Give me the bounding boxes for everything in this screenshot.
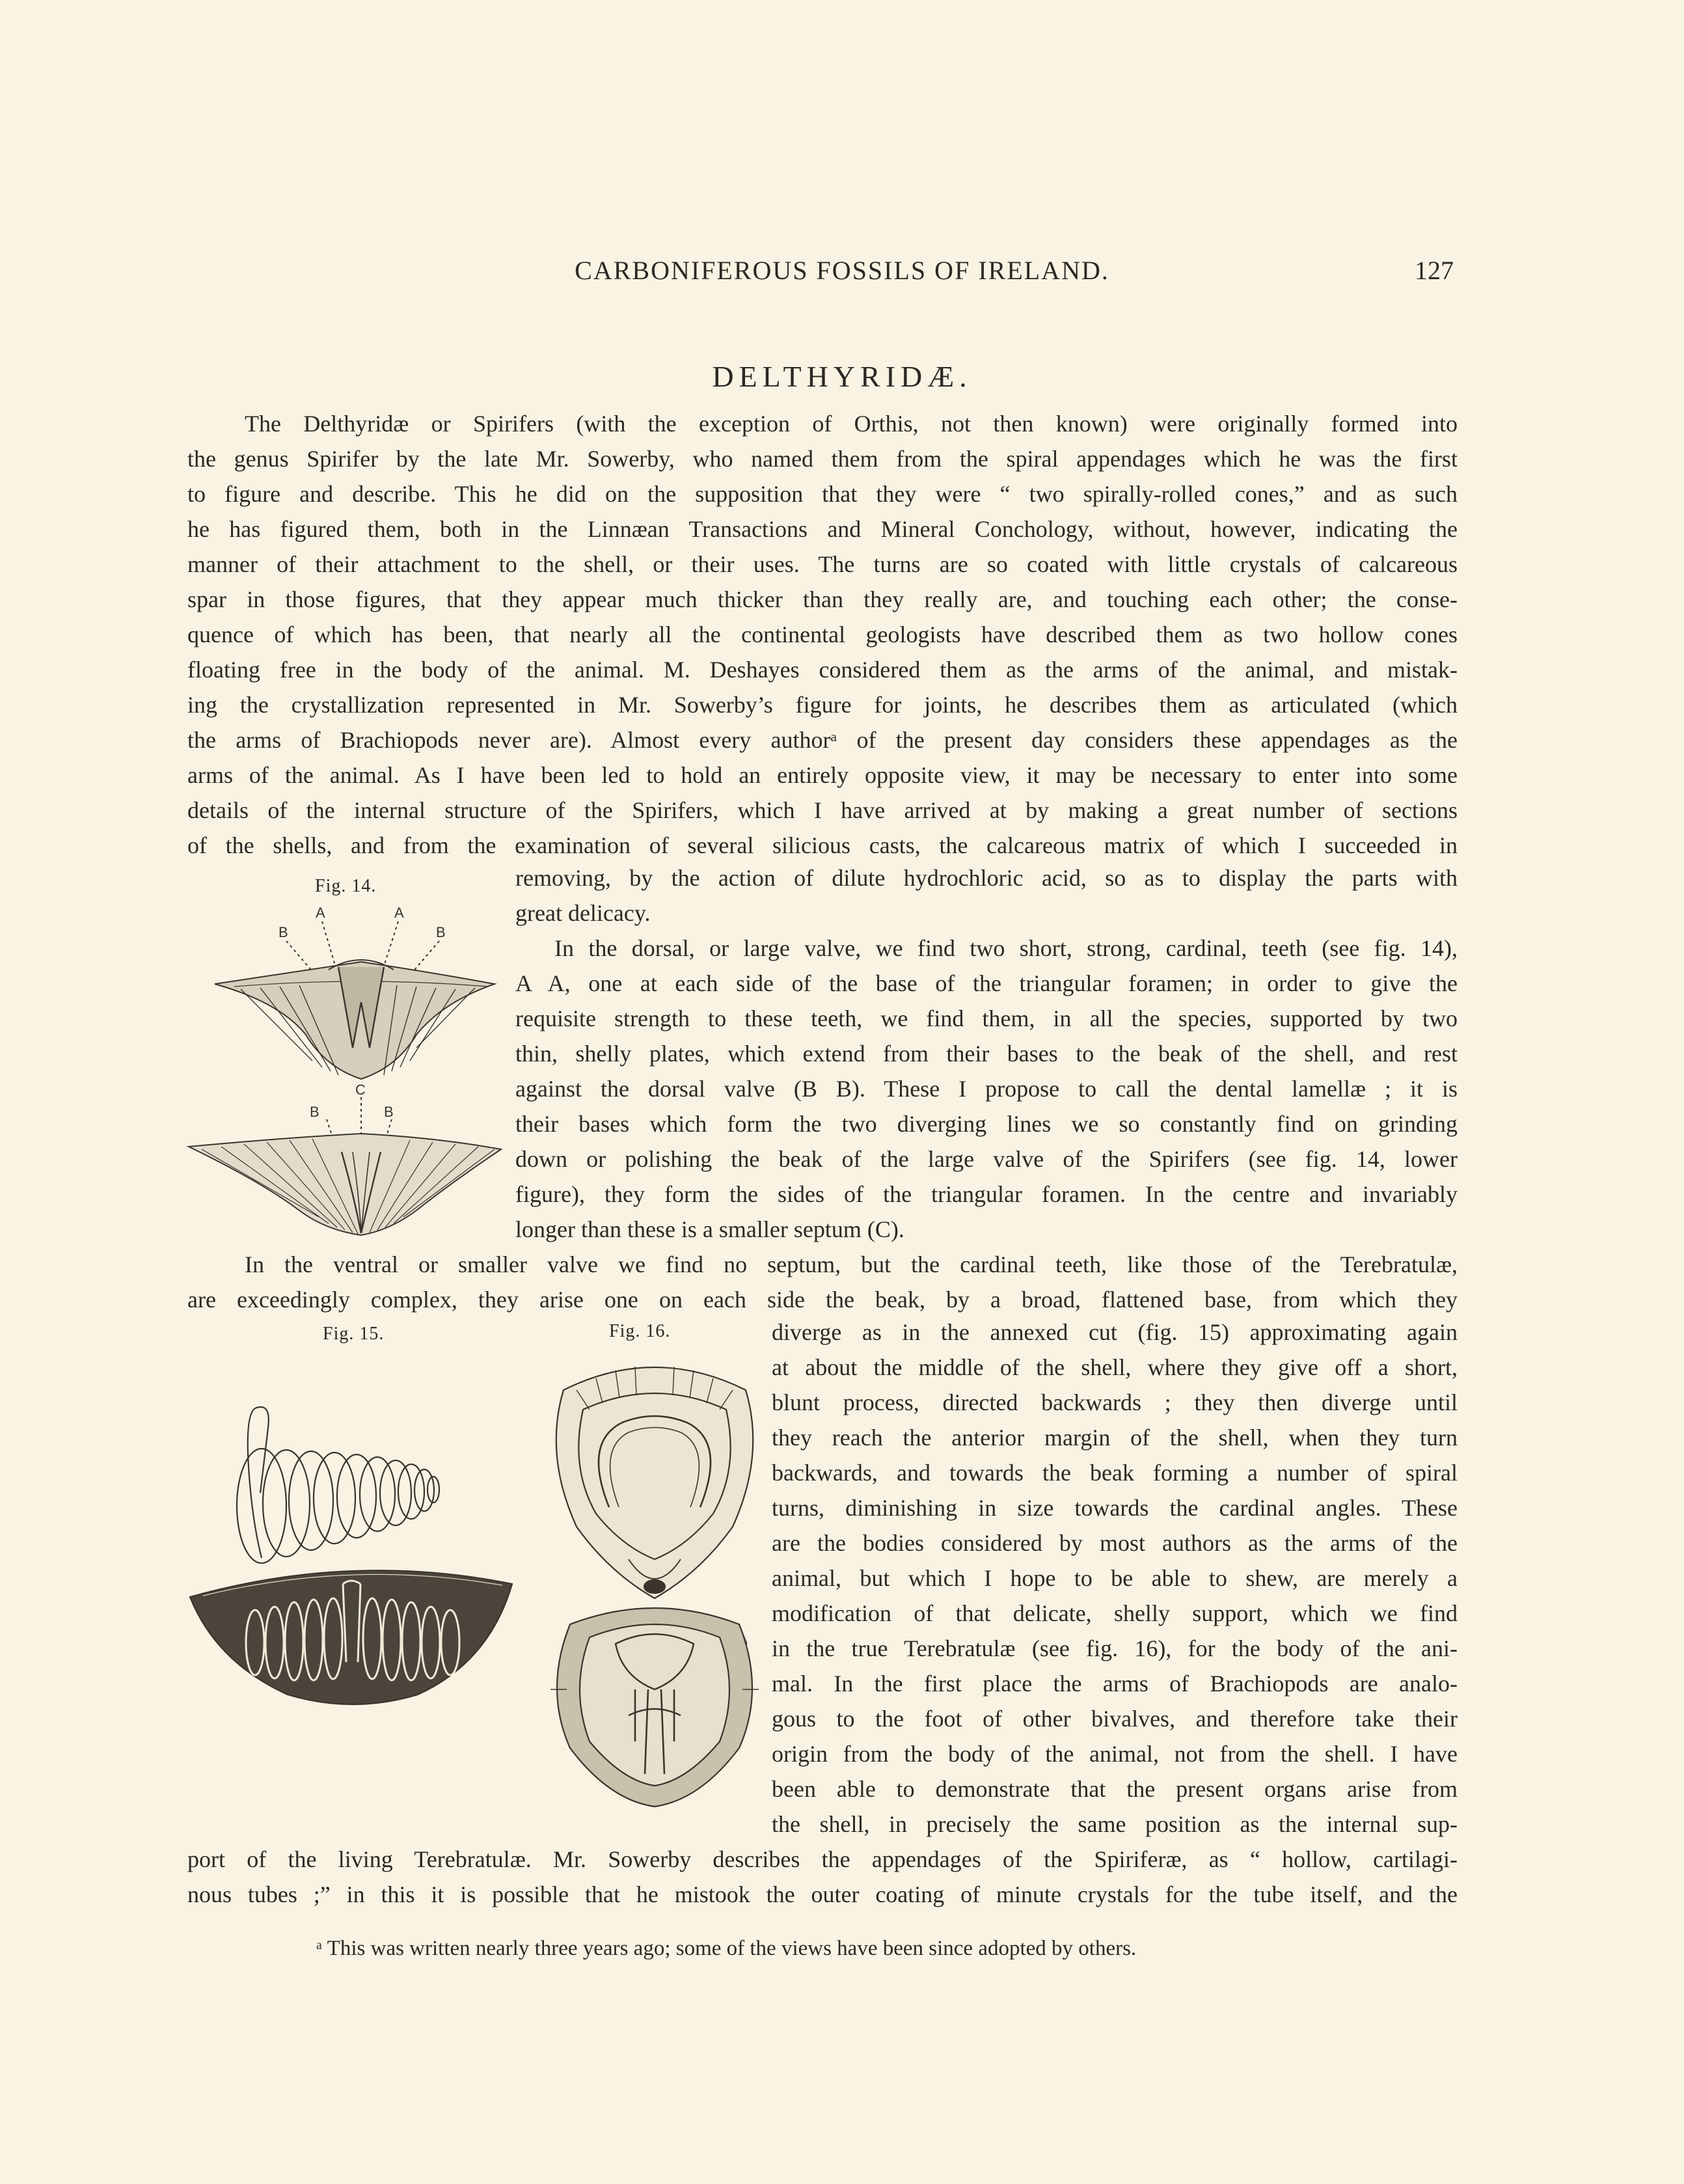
running-head-title: CARBONIFEROUS FOSSILS OF IRELAND. bbox=[575, 256, 1109, 285]
text-line: of the shells, and from the examination of several silicious casts, the calcareous matrix of which I succeeded in bbox=[187, 832, 1458, 858]
text-line: removing, by the action of dilute hydrochloric acid, so as to display the parts with bbox=[515, 865, 1458, 891]
text-line: port of the living Terebratulæ. Mr. Sowerby describes the appendages of the Spiriferæ, as “ hollow, cartilagi- bbox=[187, 1846, 1458, 1872]
text-line: manner of their attachment to the shell, or their uses. The turns are so coated with little crystals of calcareous bbox=[187, 551, 1458, 577]
text-line: details of the internal structure of the Spirifers, which I have arrived at by making a great number of sections bbox=[187, 797, 1458, 823]
figure-15-caption: Fig. 15. bbox=[323, 1324, 385, 1344]
text-line: The Delthyridæ or Spirifers (with the exception of Orthis, not then known) were originally formed into bbox=[245, 411, 1458, 437]
fig14-label-b2-right: B bbox=[384, 1104, 394, 1120]
figure-14-caption: Fig. 14. bbox=[315, 876, 377, 896]
fig14-label-b2-left: B bbox=[310, 1104, 319, 1120]
page-number: 127 bbox=[1415, 256, 1454, 285]
fig14-label-b-right: B bbox=[436, 924, 446, 940]
text-line: In the ventral or smaller valve we find no septum, but the cardinal teeth, like those of the Terebratulæ, bbox=[245, 1251, 1458, 1277]
figure-15 bbox=[183, 1389, 522, 1714]
text-line: nous tubes ;” in this it is possible that he mistook the outer coating of minute crystals for the tube itself, and the bbox=[187, 1881, 1458, 1907]
text-line: thin, shelly plates, which extend from their bases to the beak of the shell, and rest bbox=[515, 1041, 1458, 1067]
fig14-label-c: C bbox=[355, 1082, 366, 1098]
text-line: In the dorsal, or large valve, we find two short, strong, cardinal, teeth (see fig. 14), bbox=[554, 935, 1458, 961]
section-heading: DELTHYRIDÆ. bbox=[712, 360, 972, 393]
text-line: their bases which form the two diverging lines we so constantly find on grinding bbox=[515, 1111, 1458, 1137]
text-line: they reach the anterior margin of the shell, when they turn bbox=[772, 1425, 1458, 1451]
text-line: arms of the animal. As I have been led to hold an entirely opposite view, it may be necessary to enter into some bbox=[187, 762, 1458, 788]
fig14-label-b-left: B bbox=[278, 924, 288, 940]
text-line: floating free in the body of the animal. M. Deshayes considered them as the arms of the animal, and mistak- bbox=[187, 657, 1458, 683]
text-line: at about the middle of the shell, where they give off a short, bbox=[772, 1354, 1458, 1380]
figure-16-caption: Fig. 16. bbox=[609, 1321, 671, 1341]
text-line: the shell, in precisely the same position as the internal sup- bbox=[772, 1811, 1458, 1837]
text-line: diverge as in the annexed cut (fig. 15) approximating again bbox=[772, 1319, 1458, 1345]
text-line: origin from the body of the animal, not from the shell. I have bbox=[772, 1741, 1458, 1767]
text-line: been able to demonstrate that the present organs arise from bbox=[772, 1776, 1458, 1802]
text-line: blunt process, directed backwards ; they then diverge until bbox=[772, 1389, 1458, 1415]
figure-14 bbox=[182, 905, 508, 1243]
fig14-label-a-right: A bbox=[394, 905, 404, 921]
text-line: to figure and describe. This he did on the supposition that they were “ two spirally-rolled cones,” and as such bbox=[187, 481, 1458, 507]
text-line: quence of which has been, that nearly all the continental geologists have described them as two hollow cones bbox=[187, 621, 1458, 648]
text-line: turns, diminishing in size towards the cardinal angles. These bbox=[772, 1495, 1458, 1521]
text-line: A A, one at each side of the base of the triangular foramen; in order to give the bbox=[515, 970, 1458, 996]
text-line: animal, but which I hope to be able to shew, are merely a bbox=[772, 1565, 1458, 1591]
text-line: are the bodies considered by most authors as the arms of the bbox=[772, 1530, 1458, 1556]
text-line: spar in those figures, that they appear much thicker than they really are, and touching each other; the conse- bbox=[187, 586, 1458, 612]
text-line: against the dorsal valve (B B). These I propose to call the dental lamellæ ; it is bbox=[515, 1076, 1458, 1102]
footnote: ᵃ This was written nearly three years ago; some of the views have been since adopted by others. bbox=[316, 1937, 1137, 1960]
text-line: requisite strength to these teeth, we find them, in all the species, supported by two bbox=[515, 1005, 1458, 1031]
text-line: mal. In the first place the arms of Brachiopods are analo- bbox=[772, 1671, 1458, 1697]
text-line: down or polishing the beak of the large valve of the Spirifers (see fig. 14, lower bbox=[515, 1146, 1458, 1172]
text-line: modification of that delicate, shelly support, which we find bbox=[772, 1600, 1458, 1626]
text-line: the genus Spirifer by the late Mr. Sowerby, who named them from the spiral appendages which he was the first bbox=[187, 446, 1458, 472]
running-head bbox=[0, 255, 1684, 294]
text-line: ing the crystallization represented in Mr. Sowerby’s figure for joints, he describes them as articulated (which bbox=[187, 692, 1458, 718]
text-line: in the true Terebratulæ (see fig. 16), for the body of the ani- bbox=[772, 1635, 1458, 1661]
fig14-label-a-left: A bbox=[316, 905, 325, 921]
text-line: backwards, and towards the beak forming a number of spiral bbox=[772, 1460, 1458, 1486]
text-line: longer than these is a smaller septum (C). bbox=[515, 1216, 904, 1242]
figure-16 bbox=[537, 1351, 772, 1820]
text-line: figure), they form the sides of the triangular foramen. In the centre and invariably bbox=[515, 1181, 1458, 1207]
text-line: great delicacy. bbox=[515, 900, 651, 926]
text-line: gous to the foot of other bivalves, and therefore take their bbox=[772, 1706, 1458, 1732]
text-line: he has figured them, both in the Linnæan Transactions and Mineral Conchology, without, however, indicating the bbox=[187, 516, 1458, 542]
text-line: are exceedingly complex, they arise one on each side the beak, by a broad, flattened base, from which they bbox=[187, 1287, 1458, 1313]
text-line: the arms of Brachiopods never are). Almost every authorᵃ of the present day considers these appendages as the bbox=[187, 727, 1458, 753]
